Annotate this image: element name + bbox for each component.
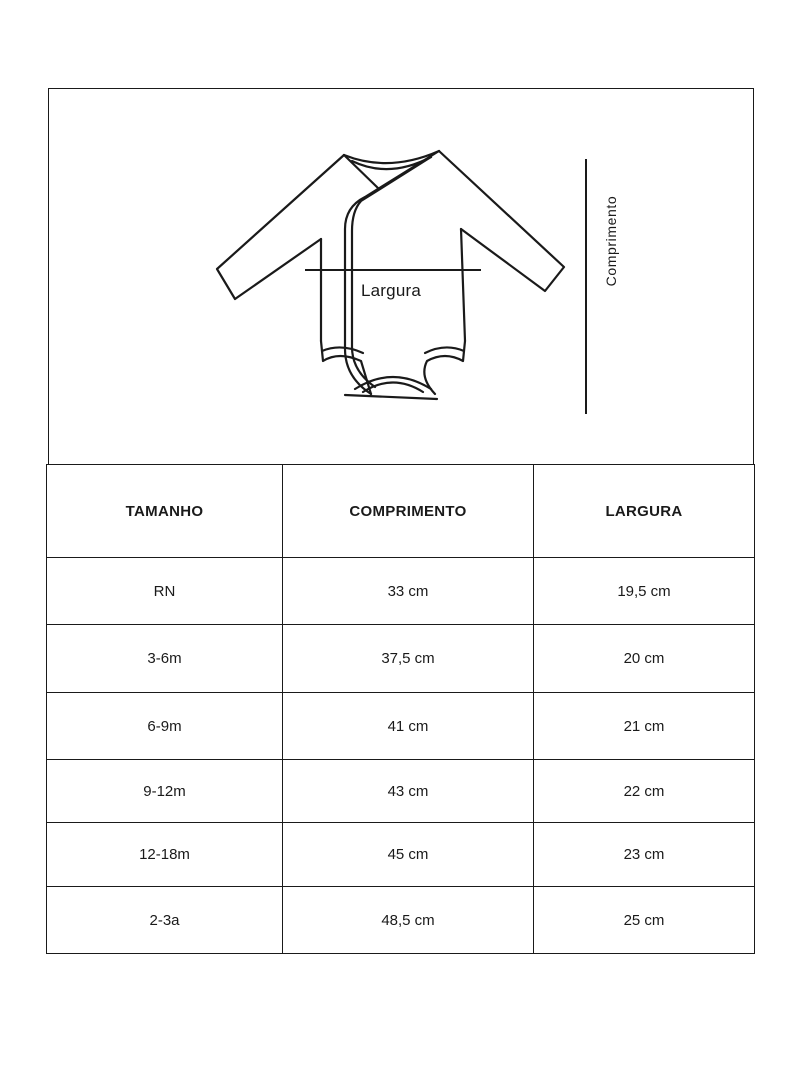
- cell-width: 21 cm: [534, 693, 755, 760]
- bodysuit-diagram: [49, 89, 755, 466]
- cell-width: 25 cm: [534, 887, 755, 954]
- cell-length: 45 cm: [283, 823, 534, 887]
- table-row: [47, 887, 755, 954]
- cell-width: 19,5 cm: [534, 558, 755, 625]
- table-row: [47, 625, 755, 693]
- cell-width: 20 cm: [534, 625, 755, 693]
- table-row: [47, 558, 755, 625]
- cell-width: 23 cm: [534, 823, 755, 887]
- cell-size: 6-9m: [47, 693, 283, 760]
- cell-length: 43 cm: [283, 760, 534, 823]
- cell-size: 2-3a: [47, 887, 283, 954]
- length-label: Comprimento: [603, 195, 619, 287]
- cell-size: 12-18m: [47, 823, 283, 887]
- header-length: COMPRIMENTO: [283, 465, 534, 558]
- size-table: [46, 464, 755, 954]
- cell-length: 37,5 cm: [283, 625, 534, 693]
- cell-size: RN: [47, 558, 283, 625]
- cell-length: 33 cm: [283, 558, 534, 625]
- header-width: LARGURA: [534, 465, 755, 558]
- diagram-panel: [48, 88, 754, 465]
- cell-width: 22 cm: [534, 760, 755, 823]
- table-row: [47, 760, 755, 823]
- cell-size: 3-6m: [47, 625, 283, 693]
- header-size: TAMANHO: [47, 465, 283, 558]
- table-row: [47, 823, 755, 887]
- table-row: [47, 693, 755, 760]
- table-header-row: [47, 465, 755, 558]
- cell-length: 48,5 cm: [283, 887, 534, 954]
- baby-bodysuit-icon: [217, 151, 564, 399]
- cell-size: 9-12m: [47, 760, 283, 823]
- width-label: Largura: [361, 281, 421, 300]
- cell-length: 41 cm: [283, 693, 534, 760]
